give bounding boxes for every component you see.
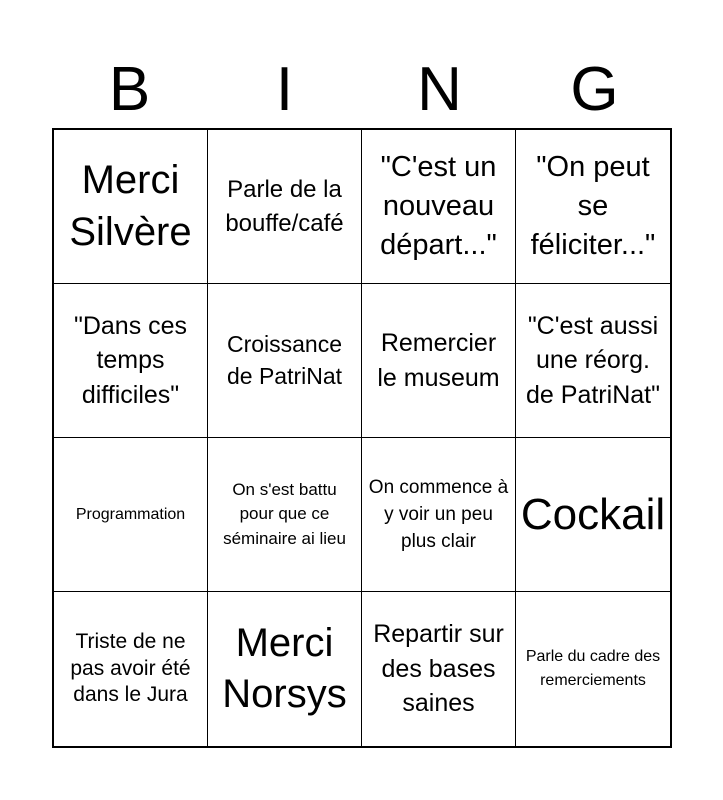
bingo-cell[interactable]: [208, 592, 362, 746]
bingo-cell-text: On commence à y voir un peu plus clair: [368, 476, 509, 553]
bingo-cell-text: Remercier le museum: [377, 329, 500, 392]
bingo-cell[interactable]: [516, 592, 670, 746]
bingo-cell[interactable]: [54, 284, 208, 438]
bingo-board: [52, 128, 672, 748]
bingo-cell-text: Programmation: [75, 505, 186, 523]
bingo-cell[interactable]: [208, 284, 362, 438]
bingo-header: [52, 52, 672, 128]
bingo-cell[interactable]: [362, 130, 516, 284]
bingo-cell-text: Merci Silvère: [69, 158, 192, 254]
bingo-cell-text: Parle de la bouffe/café: [225, 175, 344, 237]
bingo-cell-text: "C'est aussi une réorg. de PatriNat": [526, 311, 660, 409]
header-letter-g: G: [570, 55, 619, 124]
bingo-cell-text: Repartir sur des bases saines: [373, 620, 504, 718]
bingo-cell-text: On s'est battu pour que ce séminaire ai lieu: [223, 480, 346, 548]
bingo-cell-text: Croissance de PatriNat: [226, 331, 343, 389]
bingo-cell-text: "On peut se féliciter...": [530, 150, 656, 262]
header-letter-n: N: [417, 55, 462, 124]
bingo-cell[interactable]: [54, 592, 208, 746]
bingo-cell-text: "C'est un nouveau départ...": [380, 150, 497, 262]
bingo-cell[interactable]: [362, 438, 516, 592]
bingo-cell[interactable]: [54, 130, 208, 284]
bingo-cell[interactable]: [208, 130, 362, 284]
bingo-cell-text: Merci Norsys: [222, 620, 347, 716]
bingo-cell[interactable]: [362, 284, 516, 438]
bingo-cell-text: Parle du cadre des remerciements: [525, 648, 661, 689]
bingo-cell[interactable]: [516, 130, 670, 284]
bingo-cell-text: Cockail: [520, 489, 666, 539]
header-letter-i: I: [275, 55, 294, 124]
bingo-cell[interactable]: [208, 438, 362, 592]
bingo-cell[interactable]: [516, 438, 670, 592]
bingo-cell[interactable]: [54, 438, 208, 592]
bingo-cell[interactable]: [516, 284, 670, 438]
header-letter-b: B: [108, 55, 151, 124]
bingo-cell[interactable]: [362, 592, 516, 746]
bingo-cell-text: Triste de ne pas avoir été dans le Jura: [70, 629, 191, 707]
bingo-cell-text: "Dans ces temps difficiles": [73, 311, 188, 409]
